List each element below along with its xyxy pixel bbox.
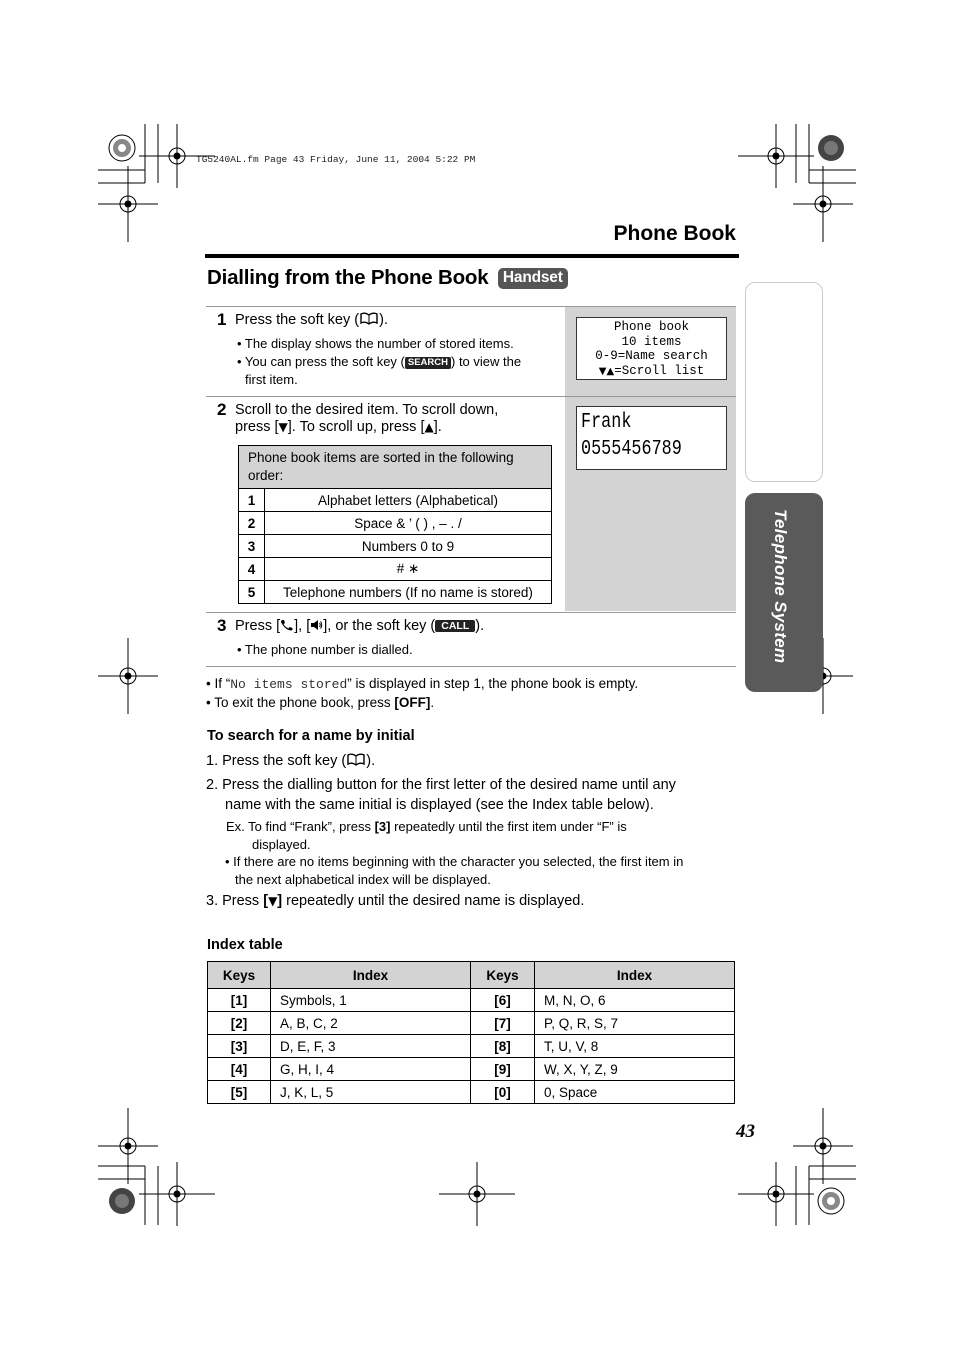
step-1-bullet-2-cont: first item. bbox=[245, 372, 298, 387]
table-row: 5 Telephone numbers (If no name is stored) bbox=[239, 581, 552, 604]
index-table bbox=[207, 961, 735, 1104]
step-3-text: Press [ ], [ ], or the soft key ( CALL ). bbox=[235, 618, 485, 634]
index-header-index-2: Index bbox=[535, 962, 735, 989]
phonebook-icon bbox=[359, 312, 379, 325]
step-3-bottom-rule bbox=[206, 666, 736, 667]
lcd-display-1 bbox=[576, 317, 727, 380]
page-heading bbox=[207, 266, 568, 290]
index-header-index-1: Index bbox=[271, 962, 471, 989]
file-info: TG5240AL.fm Page 43 Friday, June 11, 2004 5:22 PM bbox=[196, 154, 476, 165]
note-1: • If “No items stored” is displayed in step 1, the phone book is empty. bbox=[206, 676, 639, 692]
index-header-keys-2: Keys bbox=[471, 962, 535, 989]
title-rule bbox=[205, 254, 739, 258]
call-softkey: CALL bbox=[435, 620, 475, 632]
speakerphone-icon bbox=[310, 619, 323, 631]
page-heading-text: Dialling from the Phone Book bbox=[207, 266, 489, 289]
section-title: Phone Book bbox=[613, 222, 736, 245]
search-steps bbox=[206, 751, 736, 911]
table-row: [4] G, H, I, 4 [9] W, X, Y, Z, 9 bbox=[208, 1058, 735, 1081]
index-header-keys-1: Keys bbox=[208, 962, 271, 989]
step-1-bullet-1: • The display shows the number of stored items. bbox=[237, 336, 514, 351]
lcd2-line-2: 0555456789 bbox=[581, 438, 682, 461]
side-tab-blank bbox=[745, 282, 823, 482]
search-step-3: 3. Press [▼] repeatedly until the desired name is displayed. bbox=[206, 893, 585, 909]
step-2-text-line-1: Scroll to the desired item. To scroll down, bbox=[235, 402, 499, 418]
search-example-cont: displayed. bbox=[252, 836, 311, 852]
lcd2-line-1: Frank bbox=[581, 411, 632, 434]
table-row: [2] A, B, C, 2 [7] P, Q, R, S, 7 bbox=[208, 1012, 735, 1035]
search-example: Ex. To find “Frank”, press [3] repeatedly until the first item under “F” is bbox=[226, 819, 627, 834]
index-table-title: Index table bbox=[207, 937, 283, 953]
table-row: 3 Numbers 0 to 9 bbox=[239, 535, 552, 558]
scroll-arrows-icon: ▼▲ bbox=[598, 365, 615, 377]
table-row: [3] D, E, F, 3 [8] T, U, V, 8 bbox=[208, 1035, 735, 1058]
lcd1-line-3: 0-9=Name search bbox=[595, 349, 708, 363]
page-number: 43 bbox=[736, 1121, 755, 1142]
phonebook-icon bbox=[346, 753, 366, 766]
handset-badge: Handset bbox=[498, 268, 568, 289]
step-1-bullet-2: • You can press the soft key ( SEARCH ) to view the bbox=[237, 354, 522, 369]
down-arrow-key: [▼] bbox=[263, 893, 283, 909]
sort-order-table bbox=[238, 445, 552, 604]
lcd1-line-1: Phone book bbox=[613, 320, 689, 334]
search-bullet-cont: the next alphabetical index will be displayed. bbox=[235, 871, 491, 887]
table-row: 1 Alphabet letters (Alphabetical) bbox=[239, 489, 552, 512]
up-arrow-icon: ▲ bbox=[424, 420, 434, 434]
talk-button-icon bbox=[280, 619, 294, 631]
lcd1-line-4: ▼▲=Scroll list bbox=[598, 363, 705, 378]
search-step-1: 1. Press the soft key ( ). bbox=[206, 753, 376, 769]
step-2-number: 2 bbox=[217, 400, 227, 419]
table-row: 4 # ∗ bbox=[239, 558, 552, 581]
notes bbox=[206, 675, 638, 712]
table-row: [5] J, K, L, 5 [0] 0, Space bbox=[208, 1081, 735, 1104]
step-2-text-line-2: press [▼]. To scroll up, press [▲]. bbox=[235, 419, 442, 435]
lcd1-line-2: 10 items bbox=[621, 334, 682, 349]
step-1-number: 1 bbox=[217, 310, 227, 329]
table-row: [1] Symbols, 1 [6] M, N, O, 6 bbox=[208, 989, 735, 1012]
step-1-text: Press the soft key ( ). bbox=[235, 312, 388, 328]
search-step-2: 2. Press the dialling button for the first letter of the desired name until any bbox=[206, 777, 676, 793]
lcd-display-2 bbox=[576, 406, 727, 470]
down-arrow-icon: ▼ bbox=[278, 420, 288, 434]
search-softkey: SEARCH bbox=[405, 357, 451, 369]
table-row: 2 Space & ’ ( ) , – . / bbox=[239, 512, 552, 535]
step-3-number: 3 bbox=[217, 616, 227, 635]
side-tab-label: Telephone System bbox=[771, 509, 790, 664]
search-subheading: To search for a name by initial bbox=[207, 728, 415, 744]
sort-order-header: Phone book items are sorted in the following order: bbox=[239, 446, 552, 489]
search-step-2-cont: name with the same initial is displayed (see the Index table below). bbox=[225, 797, 654, 813]
search-bullet: • If there are no items beginning with the character you selected, the first item in bbox=[225, 854, 684, 869]
note-2: • To exit the phone book, press [OFF]. bbox=[206, 695, 435, 710]
step-3-bullet-1: • The phone number is dialled. bbox=[237, 642, 413, 657]
